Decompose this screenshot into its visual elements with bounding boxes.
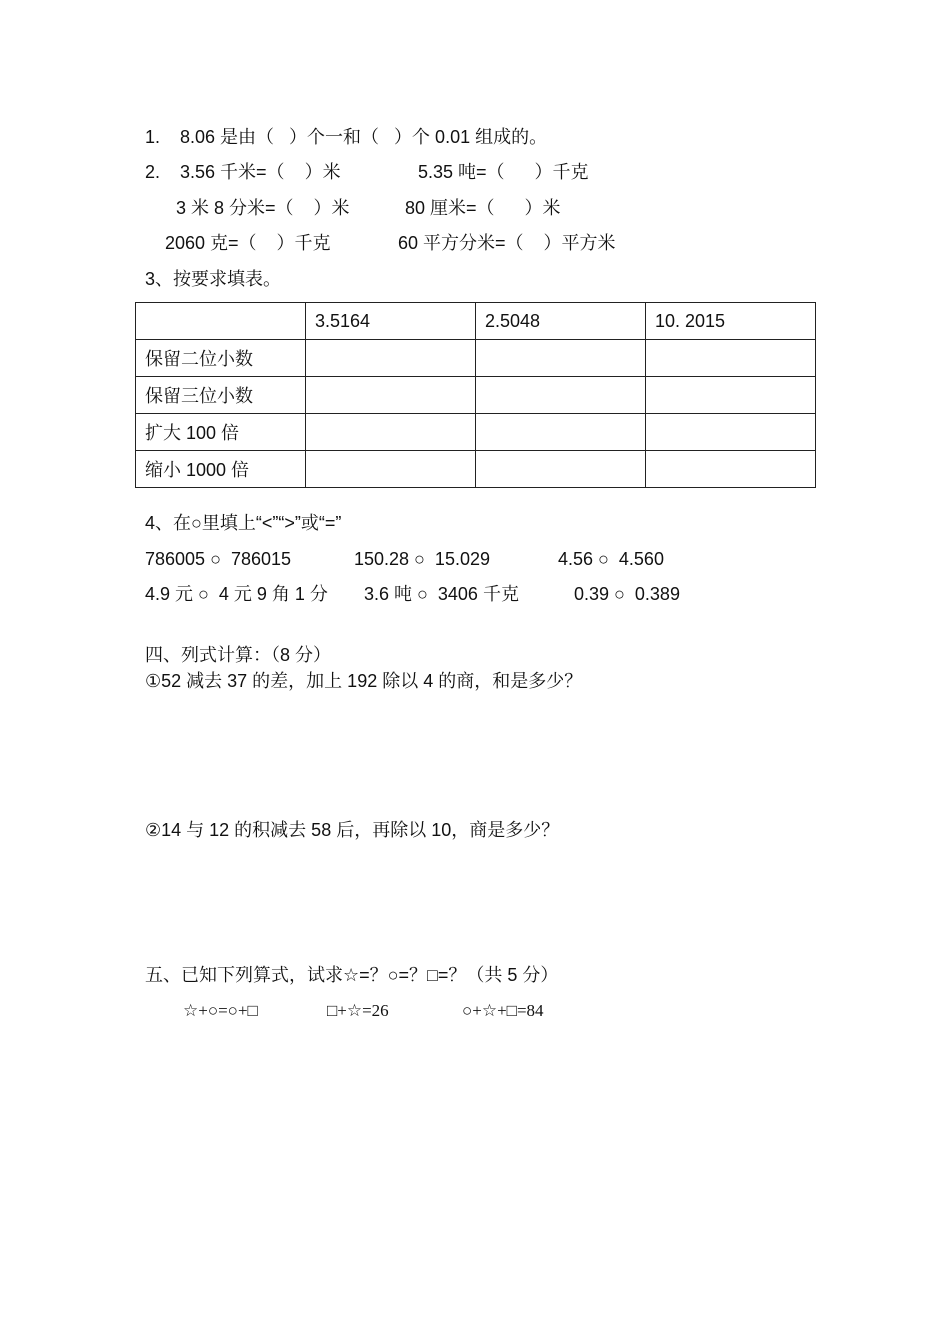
table-header-cell: 3.5164 xyxy=(306,303,476,340)
answer-cell[interactable] xyxy=(646,377,816,414)
answer-cell[interactable] xyxy=(646,340,816,377)
answer-cell[interactable] xyxy=(646,414,816,451)
answer-cell[interactable] xyxy=(476,340,646,377)
problem-2: ②14 与 12 的积减去 58 后，再除以 10，商是多少？ xyxy=(145,820,560,840)
table-row xyxy=(136,451,816,488)
equation-3: ○+☆+□=84 xyxy=(462,1001,544,1020)
question-1: 1. 8.06 是由（ ）个一和（ ）个 0.01 组成的。 xyxy=(145,127,548,147)
table-row-label: 扩大 100 倍 xyxy=(136,414,306,451)
compare-item: 786005 ○ 786015 xyxy=(145,549,292,569)
q2-row1-left: 2. 3.56 千米=（ ）米 xyxy=(145,162,341,182)
table-row xyxy=(136,340,816,377)
q2-row2-left: 3 米 8 分米=（ ）米 xyxy=(176,198,350,218)
section-4-title: 四、列式计算：（8 分） xyxy=(145,645,332,665)
problem-1: ①52 减去 37 的差，加上 192 除以 4 的商，和是多少？ xyxy=(145,671,583,691)
table-row-label: 保留三位小数 xyxy=(136,377,306,414)
compare-item: 0.39 ○ 0.389 xyxy=(574,584,680,604)
answer-cell[interactable] xyxy=(306,340,476,377)
compare-item: 4.9 元 ○ 4 元 9 角 1 分 xyxy=(145,584,328,604)
answer-cell[interactable] xyxy=(476,377,646,414)
table-header-cell xyxy=(136,303,306,340)
table-row xyxy=(136,303,816,340)
compare-item: 4.56 ○ 4.560 xyxy=(558,549,664,569)
table-row xyxy=(136,414,816,451)
q2-row3-right: 60 平方分米=（ ）平方米 xyxy=(398,233,616,253)
equation-2: □+☆=26 xyxy=(327,1001,389,1020)
q2-row3-left: 2060 克=（ ）千克 xyxy=(165,233,331,253)
table-header-cell: 10. 2015 xyxy=(646,303,816,340)
q2-row2-right: 80 厘米=（ ）米 xyxy=(405,198,561,218)
answer-cell[interactable] xyxy=(476,414,646,451)
answer-cell[interactable] xyxy=(476,451,646,488)
table-row-label: 保留二位小数 xyxy=(136,340,306,377)
table-row xyxy=(136,377,816,414)
answer-cell[interactable] xyxy=(306,377,476,414)
equation-1: ☆+○=○+□ xyxy=(183,1001,258,1020)
answer-cell[interactable] xyxy=(306,414,476,451)
rounding-table xyxy=(135,302,816,488)
compare-item: 3.6 吨 ○ 3406 千克 xyxy=(364,584,519,604)
question-4-title: 4、在○里填上“<”“>”或“=” xyxy=(145,513,342,533)
compare-item: 150.28 ○ 15.029 xyxy=(354,549,490,569)
section-5-title: 五、已知下列算式，试求☆=？○=？□=？（共 5 分） xyxy=(145,965,559,985)
q2-row1-right: 5.35 吨=（ ）千克 xyxy=(418,162,589,182)
answer-cell[interactable] xyxy=(306,451,476,488)
answer-cell[interactable] xyxy=(646,451,816,488)
table-header-cell: 2.5048 xyxy=(476,303,646,340)
question-3-title: 3、按要求填表。 xyxy=(145,269,282,289)
table-row-label: 缩小 1000 倍 xyxy=(136,451,306,488)
